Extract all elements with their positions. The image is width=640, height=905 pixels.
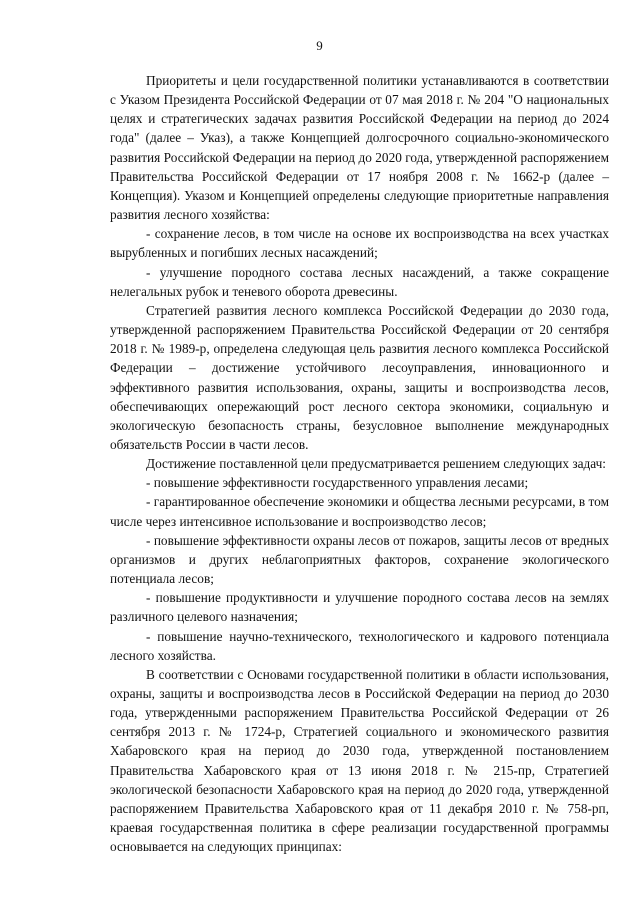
page-number: 9 — [316, 38, 323, 53]
list-item: - повышение эффективности охраны лесов от пожаров, защиты лесов от вредных организмов и других неблагоприятных факторов, сохранение экологического потенциала лесов; — [110, 532, 609, 587]
paragraph-priorities: Приоритеты и цели государственной политики устанавливаются в соответствии с Указом Президента Российской Федерации от 07 мая 2018 г. № 204 "О национальных целях и стратегических задачах развития Российской Федерации на период до 2024 года" (далее – Указ), а также Концепцией долгосрочного социально-экономического развития Российской Федерации на период до 2020 года, утвержденной распоряжением Правительства Российской Федерации от 17 ноября 2008 г. № 1662-р (далее – Концепция). Указом и Концепцией определены следующие приоритетные направления развития лесного хозяйства: — [110, 73, 609, 223]
document-body — [110, 71, 609, 856]
paragraph-strategy: Стратегией развития лесного комплекса Российской Федерации до 2030 года, утвержденной распоряжением Правительства Российской Федерации от 20 сентября 2018 г. № 1989-р, определена следующая цель развития лесного комплекса Российской Федерации – достижение устойчивого лесоуправления, инновационного и эффективного развития использования, охраны, защиты и воспроизводства лесов, обеспечивающих опережающий рост лесного сектора экономики, социальную и экологическую безопасность страны, безусловное выполнение международных обязательств России в части лесов. — [110, 302, 609, 452]
list-item: - сохранение лесов, в том числе на основе их воспроизводства на всех участках вырубленных и погибших лесных насаждений; — [110, 226, 609, 261]
paragraph-tasks-intro: Достижение поставленной цели предусматривается решением следующих задач: — [146, 456, 606, 472]
list-item: - повышение продуктивности и улучшение породного состава лесов на землях различного целевого назначения; — [110, 590, 609, 625]
list-item: - улучшение породного состава лесных насаждений, а также сокращение нелегальных рубок и теневого оборота древесины. — [110, 264, 609, 299]
list-item: - гарантированное обеспечение экономики и общества лесными ресурсами, в том числе через интенсивное использование и воспроизводство лесов; — [110, 494, 609, 529]
list-item: - повышение научно-технического, технологического и кадрового потенциала лесного хозяйства. — [110, 628, 609, 663]
list-item: - повышение эффективности государственного управления лесами; — [146, 475, 529, 491]
paragraph-principles: В соответствии с Основами государственной политики в области использования, охраны, защиты и воспроизводства лесов в Российской Федерации на период до 2030 года, утвержденными распоряжением Правительства Российской Федерации от 26 сентября 2013 г. № 1724-р, Стратегией социального и экономического развития Хабаровского края на период до 2030 года, утвержденной постановлением Правительства Хабаровского края от 13 июня 2018 г. № 215-пр, Стратегией экологической безопасности Хабаровского края на период до 2020 года, утвержденной распоряжением Правительства Хабаровского края от 11 декабря 2010 г. № 758-рп, краевая государственная политика в сфере реализации государственной программы основывается на следующих принципах: — [110, 666, 609, 855]
